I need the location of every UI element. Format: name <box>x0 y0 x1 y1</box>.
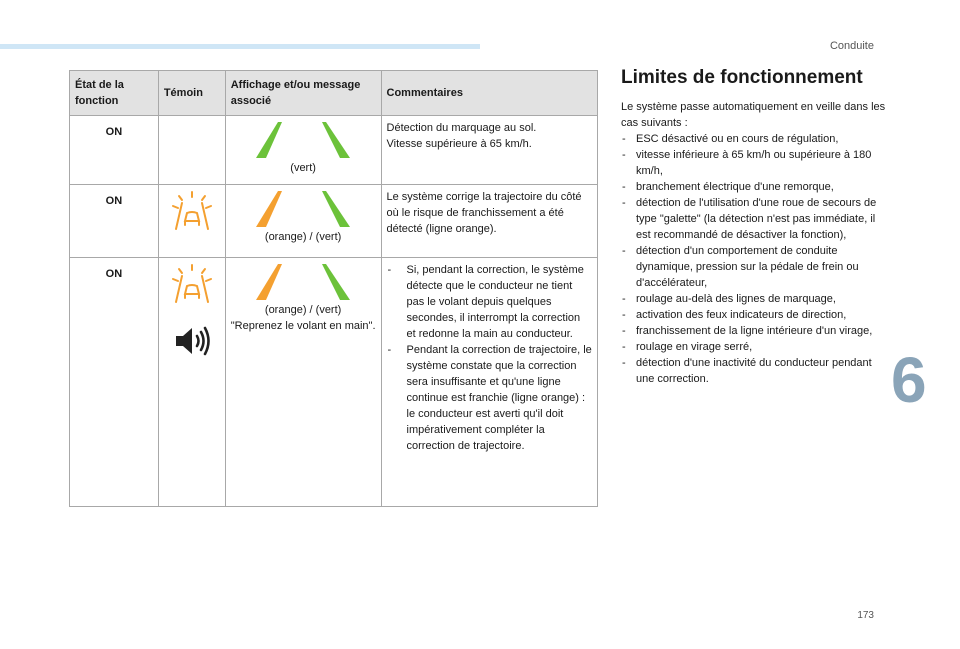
comment-list <box>387 262 592 454</box>
column-header-comments: Commentaires <box>381 71 597 116</box>
list-item: - Pendant la correction de trajectoire, le système constate que la correction sera insuffisante et qu'une ligne continue est franchie (ligne orange) : le conducteur est averti qu'il doit impérativement compléter la correction de trajectoire. <box>387 342 592 454</box>
list-item: - activation des feux indicateurs de direction, <box>621 307 891 323</box>
chapter-number: 6 <box>891 344 927 416</box>
lane-lines-icon <box>248 262 358 302</box>
list-item: - Si, pendant la correction, le système détecte que le conducteur ne tient pas le volant depuis quelques secondes, il interrompt la correction et redonne la main au conducteur. <box>387 262 592 342</box>
column-header-witness: Témoin <box>158 71 225 116</box>
comment-cell <box>381 116 597 185</box>
column-header-display: Affichage et/ou message associé <box>225 71 381 116</box>
limits-list <box>621 131 891 387</box>
list-item: - roulage au-delà des lignes de marquage, <box>621 291 891 307</box>
state-cell: ON <box>70 116 159 185</box>
witness-cell <box>158 258 225 507</box>
display-caption: (orange) / (vert) <box>264 304 342 316</box>
page-number: 173 <box>857 610 874 621</box>
comment-cell <box>381 258 597 507</box>
list-item: - franchissement de la ligne intérieure d'un virage, <box>621 323 891 339</box>
column-header-state: État de la fonction <box>70 71 159 116</box>
section-heading: Limites de fonctionnement <box>621 67 863 88</box>
state-cell: ON <box>70 258 159 507</box>
display-cell <box>225 258 381 507</box>
list-item: - branchement électrique d'une remorque, <box>621 179 891 195</box>
comment-line: Vitesse supérieure à 65 km/h. <box>386 138 532 150</box>
speaker-sound-icon <box>170 325 214 357</box>
list-item: - ESC désactivé ou en cours de régulation, <box>621 131 891 147</box>
lane-assist-warning-icon <box>170 262 214 306</box>
lane-lines-icon <box>248 120 358 160</box>
left-lane-line-orange <box>256 264 282 300</box>
right-lane-line-green <box>322 264 350 300</box>
display-caption: (vert) <box>290 162 316 174</box>
section-title: Conduite <box>829 40 874 52</box>
table-header-row <box>70 71 598 116</box>
top-accent-bar <box>0 44 480 49</box>
operating-limits-section <box>621 66 891 387</box>
display-message: "Reprenez le volant en main". <box>230 320 376 332</box>
list-item: - roulage en virage serré, <box>621 339 891 355</box>
display-cell <box>225 185 381 258</box>
table-row <box>70 116 598 185</box>
section-intro: Le système passe automatiquement en veille dans les cas suivants : <box>621 101 886 129</box>
table-row <box>70 185 598 258</box>
list-item: - détection de l'utilisation d'une roue de secours de type "galette" (la détection n'est pas immédiate, il est recommandé de désactiver la fonction), <box>621 195 891 243</box>
lane-lines-icon <box>248 189 358 229</box>
display-caption: (orange) / (vert) <box>264 231 342 243</box>
right-lane-line-green <box>322 122 350 158</box>
lane-assist-warning-icon <box>170 189 214 233</box>
state-cell: ON <box>70 185 159 258</box>
witness-cell <box>158 116 225 185</box>
witness-cell <box>158 185 225 258</box>
left-lane-line-green <box>256 122 282 158</box>
table-row <box>70 258 598 507</box>
right-lane-line-green <box>322 191 350 227</box>
left-lane-line-orange <box>256 191 282 227</box>
display-cell <box>225 116 381 185</box>
list-item: - détection d'une inactivité du conducteur pendant une correction. <box>621 355 891 387</box>
list-item: - détection d'un comportement de conduite dynamique, pression sur la pédale de frein ou d'accélérateur, <box>621 243 891 291</box>
comment-cell: Le système corrige la trajectoire du côté où le risque de franchissement a été détecté (ligne orange). <box>381 185 597 258</box>
lane-assist-status-table <box>69 70 598 507</box>
comment-line: Détection du marquage au sol. <box>386 122 537 134</box>
list-item: - vitesse inférieure à 65 km/h ou supérieure à 180 km/h, <box>621 147 891 179</box>
